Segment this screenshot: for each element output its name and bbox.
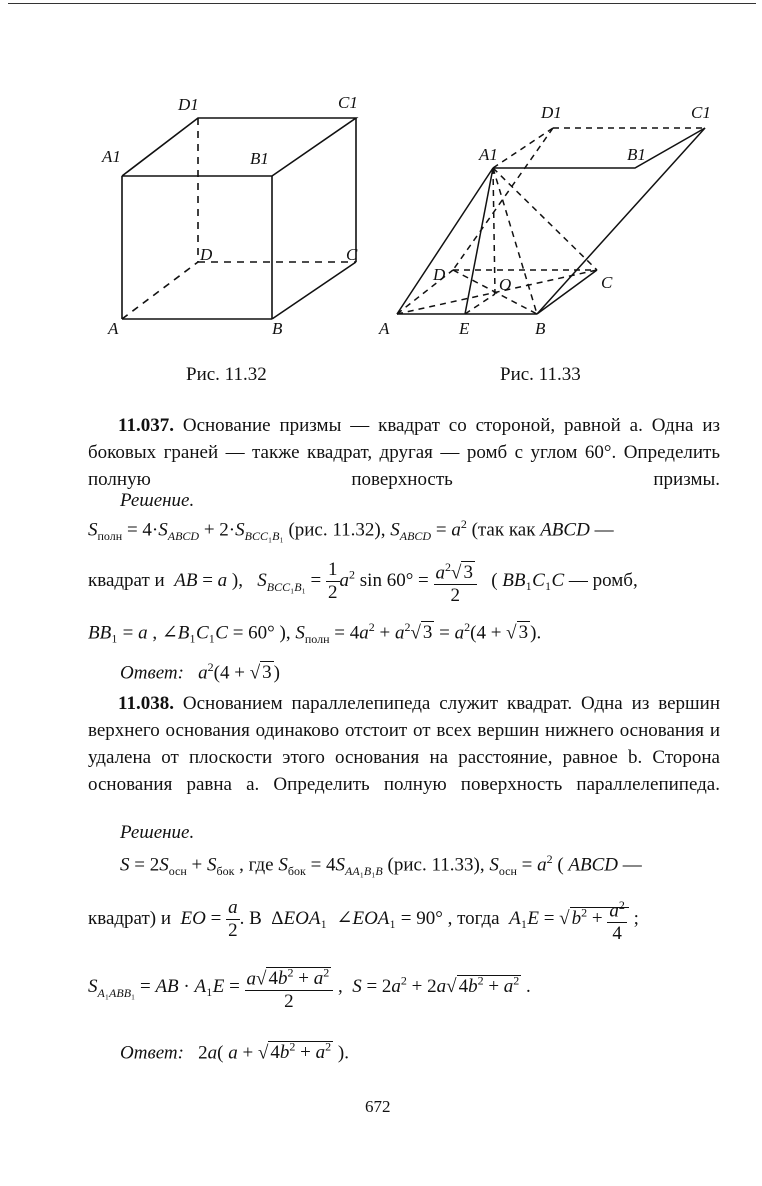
label-B: B [272, 319, 283, 338]
label-B1: B1 [250, 149, 269, 168]
problem-statement: Основанием параллелепипеда служит квадрат. Одна из вершин верхнего основания одинаково отстоит от всех вершин нижнего основания и удалена от плоскости этого основания на расстояние, равное b. Сторона основания равна a. Определить полную поверхность параллелепипеда. [88, 693, 720, 795]
caption-fig-11-32: Рис. 11.32 [186, 364, 267, 385]
top-rule [8, 3, 756, 4]
label-O: O [499, 275, 512, 294]
formula-line-3: BB₁ = a , ∠B₁C₁C = 60° ), $S_{полн} = 4a^2 + a^2√$ $3 = a^2(4$ + √ 3 ). [88, 620, 542, 647]
label-A1: A1 [479, 145, 498, 164]
figure-parallelepiped [375, 88, 720, 348]
page-number: 672 [365, 1097, 391, 1116]
formula-line-4: $S = 2S_{осн} + S_{бок}$ , где $S_{бок} = 4S_{AA_1B_1B}$ (рис. 11.33), $S_{осн} = a^2$ ( ABCD — [120, 852, 642, 879]
answer-label: Ответ: [120, 662, 184, 684]
caption-fig-11-33: Рис. 11.33 [500, 364, 581, 385]
label-B: B [535, 319, 546, 338]
label-C: C [346, 245, 358, 264]
label-A1: A1 [102, 147, 121, 166]
formula-line-6: $S_{A_1ABB_1}$ = AB · A₁E = $\frac{a√ 4b^2 + a^2}{2}$ , $S = 2a^2 + 2a√$ $4b^2 + a^2$ . [88, 962, 531, 1013]
label-C: C [601, 273, 613, 292]
label-C1: C1 [338, 93, 358, 112]
label-C1: C1 [691, 103, 711, 122]
formula-line-5: квадрат) и EO = $\frac{a}{2}$ . В ΔEOA₁ ∠EOA₁ = 90° , тогда A₁E = √ $b^2$ + $\frac{a^2}{4}$ ; [88, 894, 639, 945]
answer-label: Ответ: [120, 1042, 184, 1064]
problem-statement: Основание призмы — квадрат со стороной, равной a. Одна из боковых граней — также квадрат, другая — ромб с углом 60°. Определить полную поверхность призмы. [88, 415, 721, 490]
label-D: D [200, 245, 213, 264]
label-D: D [433, 265, 446, 284]
figure-cube [100, 88, 370, 348]
label-A: A [108, 319, 119, 338]
problem-11-037-text [88, 412, 720, 493]
answer-11-038: Ответ: 2a( a + √ $4b^2 + a^2$ ). [120, 1040, 349, 1064]
label-D1: D1 [178, 95, 199, 114]
label-B1: B1 [627, 145, 646, 164]
problem-number: 11.037. [118, 415, 174, 436]
formula-line-2: квадрат и AB = a ), $S_{BCC_1B_1}$ = $\frac{1}{2}$ $a^2$ sin 60° = $\frac{a^2√ 3}{2}$ ( BB₁C₁C — ромб, [88, 556, 638, 607]
solution-label: Решение. [120, 822, 195, 843]
problem-number: 11.038. [118, 693, 174, 714]
formula-line-1: $S_{полн} = 4\cdot S_{ABCD} + 2\cdot S_{BCC_1B_1}$ (рис. 11.32), $S_{ABCD} = a^2$ (так как ABCD — [88, 517, 614, 544]
label-D1: D1 [541, 103, 562, 122]
solution-label: Решение. [120, 490, 195, 511]
problem-11-038-text [88, 690, 720, 798]
answer-11-037: Ответ: $a^2(4$ + √ 3 ) [120, 660, 280, 684]
label-A: A [379, 319, 390, 338]
label-E: E [459, 319, 470, 338]
